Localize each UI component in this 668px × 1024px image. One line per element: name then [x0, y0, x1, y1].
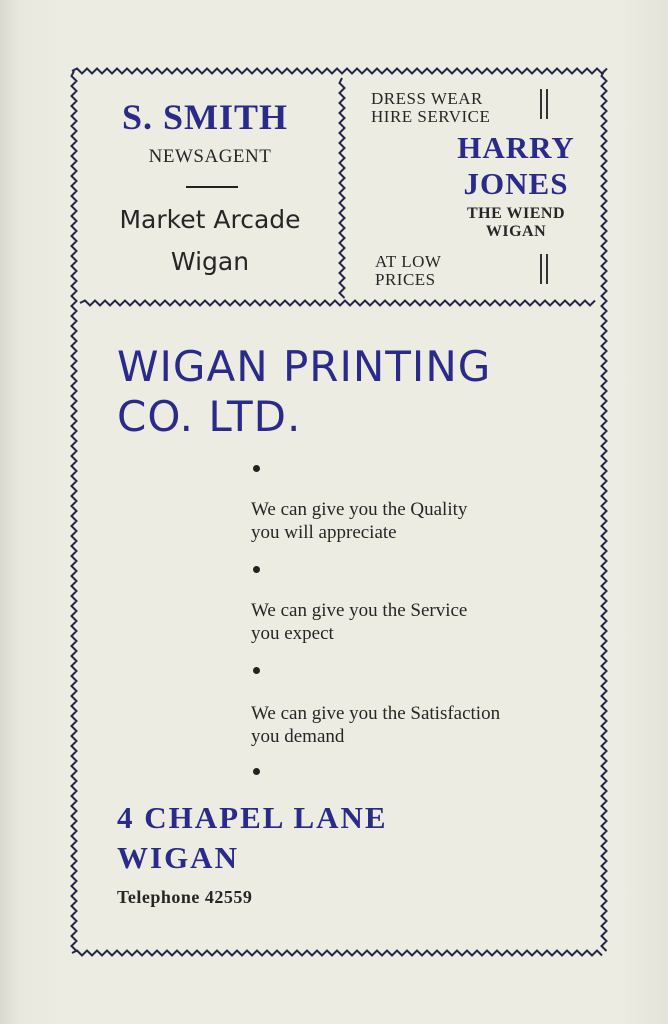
divider-rule: [186, 186, 238, 188]
jones-address: [440, 205, 592, 241]
smith-name: S. SMITH: [121, 97, 289, 137]
jones-address-line1: THE WIEND: [466, 205, 565, 222]
smith-address-line2: Wigan: [170, 247, 250, 276]
smith-address-line1: Market Arcade: [119, 205, 301, 234]
printing-name-line1: WIGAN PRINTING: [117, 342, 492, 391]
smith-role: NEWSAGENT: [148, 146, 272, 167]
claim-line1: We can give you the Satisfaction: [251, 703, 501, 724]
bullet-dot: [253, 667, 260, 674]
bullet-dot: [253, 768, 260, 775]
double-bar-ornament: [539, 254, 551, 284]
jones-name-line2: JONES: [463, 166, 569, 201]
claim-line2: you demand: [251, 726, 345, 747]
claim-line2: you expect: [251, 623, 334, 644]
bullet-dot: [253, 465, 260, 472]
printing-telephone: Telephone 42559: [117, 887, 253, 907]
jones-top-line2: HIRE SERVICE: [371, 107, 491, 126]
jones-bottom-line1: AT LOW: [375, 252, 442, 271]
printing-name-line2: CO. LTD.: [117, 392, 302, 441]
printing-address-line1: 4 CHAPEL LANE: [117, 800, 388, 835]
jones-name: [440, 130, 592, 202]
double-bar-ornament: [539, 89, 551, 119]
bullet-dot: [253, 566, 260, 573]
claim-line1: We can give you the Service: [251, 600, 468, 621]
jones-address-line2: WIGAN: [485, 223, 547, 240]
printing-address-line2: WIGAN: [117, 840, 239, 875]
jones-top-line1: DRESS WEAR: [371, 89, 483, 108]
claim-line1: We can give you the Quality: [251, 499, 468, 520]
claim-line2: you will appreciate: [251, 522, 397, 543]
jones-name-line1: HARRY: [457, 130, 575, 165]
jones-bottom-line2: PRICES: [375, 270, 436, 289]
